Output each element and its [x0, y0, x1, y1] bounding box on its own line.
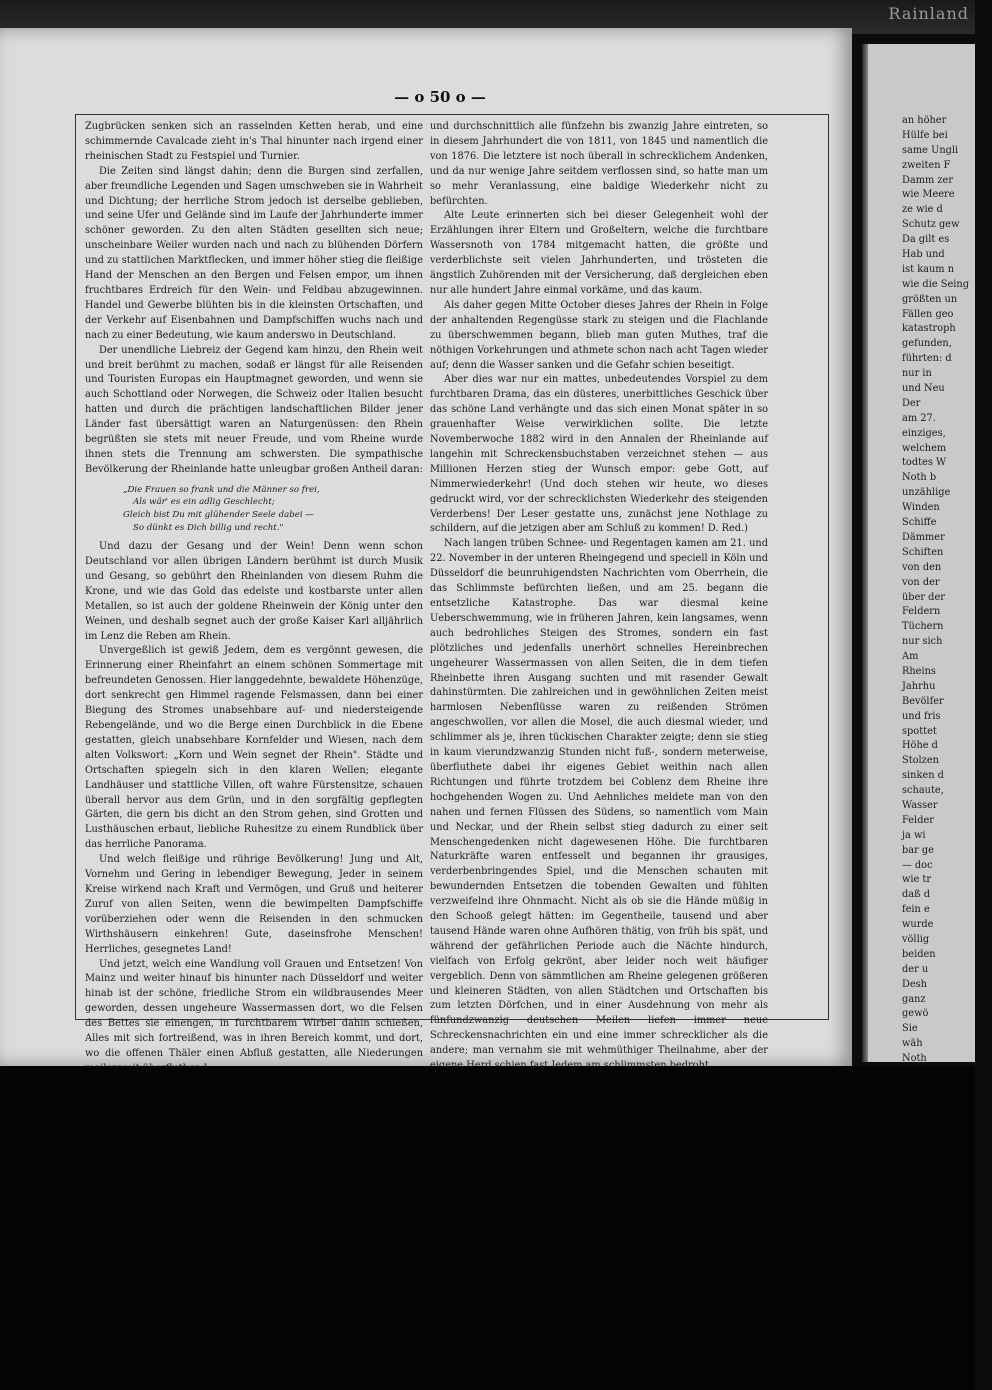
next-page-fragment-line: bar ge [902, 844, 934, 856]
next-page-fragment-line: Noth [902, 1053, 927, 1065]
next-page-fragment-line: Fällen geo [902, 308, 954, 320]
next-page-fragment-line: Schiffe [902, 517, 937, 529]
next-page-fragment-line: ze wie d [902, 204, 943, 216]
next-page-fragment-line: Sie [902, 1023, 918, 1035]
paragraph: Unvergeßlich ist gewiß Jedem, dem es vergönnt gewesen, die Erinnerung einer Rheinfahrt an einem schönen Sommertage mit befreundeten Genossen. Hier langgedehnte, bewaldete Höhenzüge, dort senkrecht gen Himmel ragende Felsmassen, dann bei einer Biegung des Stromes unabsehbare auf- und niedersteigende Rebengelände, und wo die Berge einen Durchblick in die Ebene gestatten, gleich unabsehbare Kornfelder und Wiesen, nach dem alten Volkswort: „Korn und Wein segnet der Rhein". Städte und Ortschaften spiegeln sich in den klaren Wellen; elegante Landhäuser und stattliche Villen, oft wahre Fürstensitze, schauen überall hervor aus dem Grün, und in den sorgfältig gepflegten Gärten, die gern bis dicht an den Strom gehen, sind Grotten und Lusthäuschen erbaut, liebliche Ruhesitze zu einem Rundblick über das herrliche Panorama. [85, 645, 423, 851]
next-page-text-fragments [902, 114, 992, 1171]
page-sheet [0, 28, 852, 1066]
page-gutter [862, 44, 868, 1062]
next-page-fragment-line: spottet [902, 725, 937, 737]
next-page-fragment-line: Schutz gew [902, 219, 960, 231]
paragraph: Nach langen trüben Schnee- und Regentagen kamen am 21. und 22. November in der unteren Rheingegend und speciell in Köln und Düsseldorf die beunruhigendsten Nachrichten vom Oberrhein, die das Schlimmste befürchten ließen, und am 25. begann die entsetzliche Katastrophe. Das war diesmal keine Ueberschwemmung, wie in früheren Jahren, kein langsames, wenn auch bedrohliches Steigen des Stromes, sondern ein fast plötzliches und jedenfalls unerhört schnelles Hereinbrechen ungeheurer Wassermassen von allen Seiten, die in dem tiefen Rheinbette ihren Ausgang suchten und mit rasender Gewalt dahinstürmten. Die zahlreichen und in gewöhnlichen Zeiten meist harmlosen Nebenflüsse waren zu reißenden Strömen angeschwollen, vor allen die Mosel, die auch diesmal wieder, und schlimmer als je, ihren tückischen Charakter zeigte; denn sie stieg in kaum vierundzwanzig Stunden nicht fuß-, sondern meterweise, überfluthete dabei ihr eigenes Gebiet weithin nach allen Richtungen und führte trotzdem bei Coblenz dem Rheine ihre hochgehenden Wogen zu. Und Aehnliches meldete man von den nahen und fernen Flüssen des Südens, so namentlich vom Main und Neckar, und der Rhein selbst stieg dadurch zu einer seit Menschengedenken nicht dagewesenen Höhe. Die furchtbaren Naturkräfte waren entfesselt und begannen ihr grausiges, verderbenbringendes Spiel, und die Menschen schauten mit bewundernden Entsetzen die tobenden Gewalten und fühlten verzweifelnd ihre Ohnmacht. Nicht als ob sie die Hände müßig in den Schooß gelegt hätten: im Gegentheile, tausend und aber tausend Hände waren ohne Aufhören thätig, von früh bis spät, und während der gefährlichen Periode auch die Nächte hindurch, vielfach von Erfolg gekrönt, aber leider noch weit häufiger vergeblich. Denn von sämmtlichen am Rheine gelegenen größeren und kleineren Städten, von allen Städtchen und Ortschaften bis zum letzten Dörfchen, und in einer Ausdehnung von mehr als fünfundzwanzig deutschen Meilen liefen immer neue Schreckensnachrichten ein und eine immer schrecklicher als die andere; man vernahm sie mit wehmüthiger Theilnahme, aber der [430, 538, 768, 1057]
next-page-fragment-line: schaute, [902, 785, 944, 797]
next-page-fragment-line: Winden [902, 502, 940, 514]
next-page-fragment-line: völlig [902, 933, 930, 945]
next-page-fragment-line: ganz [902, 993, 926, 1005]
next-page-fragment-line: sinken d [902, 770, 944, 782]
next-page-fragment-line: Noth b [902, 472, 937, 484]
next-page-fragment-line: Feldern [902, 606, 941, 618]
next-page-fragment-line: fein e [902, 904, 930, 916]
poem-quote [123, 484, 423, 534]
next-page-fragment-line: beiden [902, 948, 936, 960]
paragraph: Und jetzt, welch eine Wandlung voll Grauen und Entsetzen! Von Mainz und weiter hinauf bis hinunter nach Düsseldorf und weiter hinab ist der schöne, friedliche Strom ein wildbrausendes Meer geworden, dessen ungeheure Wassermassen dort, wo die Felsen des Bettes sie einengen, in furchtbarem Wirbel dahin schießen, Alles mit sich fortreißend, was in ihren Bereich kommt, und dort, wo die offenen Thäler einen Abfluß gestatten, alle Niederungen [85, 958, 423, 1059]
next-page-fragment-line: Dämmer [902, 531, 945, 543]
paragraph: Und dazu der Gesang und der Wein! Denn wenn schon Deutschland vor allen übrigen Ländern berühmt ist durch Musik und Gesang, so gebührt den Rheinlanden von diesem Ruhm die Krone, und wie das Gold das edelste und kostbarste unter allen Metallen, so ist auch der goldene Rheinwein der König unter den Weinen, und deshalb segnet auch der große Kaiser Karl alljährlich im Lenz die Reben am Rhein. [85, 541, 423, 642]
next-page-fragment-line: zweiten F [902, 159, 951, 171]
poem-line: Gleich bist Du mit glühender Seele dabei — [123, 509, 314, 520]
next-page-fragment-line: Rheins [902, 665, 936, 677]
next-page-fragment-line: Höhe d [902, 740, 938, 752]
next-page-fragment-line: Wasser [902, 799, 938, 811]
next-page-fragment-line: führten: d [902, 353, 952, 365]
scanner-bottom-area [0, 1066, 975, 1390]
next-page-fragment-line: Hülfe bei [902, 129, 948, 141]
next-page-fragment-line: wurde [902, 919, 934, 931]
right-column [430, 120, 768, 1057]
next-page-fragment-line: gewö [902, 1008, 929, 1020]
next-page-fragment-line: Am [902, 651, 919, 663]
paragraph: Alte Leute erinnerten sich bei dieser Gelegenheit wohl der Erzählungen ihrer Eltern und Großeltern, welche die furchtbare Wassersnoth von 1784 mitgemacht hatten, die größte und verderblichste seit vielen Jahrhunderten, und trösteten die ängstlich Zuhörenden mit der Versicherung, daß dergleichen eben nur alle hundert Jahre einmal vorkäme, und das kaum. [430, 210, 768, 296]
paragraph: Der unendliche Liebreiz der Gegend kam hinzu, den Rhein weit und breit berühmt zu machen, sodaß er längst für alle Reisenden und Touristen Europas ein Hauptmagnet geworden, und wenn sie auch Schottland oder Norwegen, die Schweiz oder Italien besucht hatten und durch die prächtigen landschaftlichen Bilder jener Länder fast übersättigt waren an Naturgenüssen: den Rhein begrüßten sie stets mit neuer Freude, und vom Rheine wurde ihnen stets die Trennung am schwersten. Die sympathische Bevölkerung der Rheinlande hatte unleugbar großen Antheil daran: [85, 344, 423, 475]
next-page-fragment-line: Desh [902, 978, 927, 990]
next-page-fragment-line: Bevölfer [902, 695, 944, 707]
next-page-fragment-line: ist kaum n [902, 263, 955, 275]
paragraph: Zugbrücken senken sich an rasselnden Ketten herab, und eine schimmernde Cavalcade zieht in's Thal hinunter nach irgend einer rheinischen Stadt zu Festspiel und Turnier. [85, 121, 423, 162]
next-page-fragment-line: am 27. [902, 412, 936, 424]
next-page-edge [862, 44, 975, 1065]
next-page-fragment-line: todtes W [902, 457, 947, 469]
next-page-fragment-line: Schiften [902, 546, 944, 558]
next-page-fragment-line: der u [902, 963, 929, 975]
next-page-fragment-line: Felder [902, 814, 934, 826]
page-number: — o 50 o — [394, 88, 486, 106]
next-page-fragment-line: unzählige [902, 487, 951, 499]
next-page-fragment-line: und Neu [902, 383, 945, 395]
next-page-fragment-line: von der [902, 576, 940, 588]
left-column [85, 120, 423, 1059]
next-page-fragment-line: größten un [902, 293, 958, 305]
poem-line: „Die Frauen so frank und die Männer so frei, [123, 484, 320, 495]
next-page-fragment-line: wie die Seing [902, 278, 969, 290]
page-number-value: 50 [429, 88, 451, 106]
next-page-fragment-line: — doc [902, 859, 933, 871]
next-page-fragment-line: nur in [902, 368, 932, 380]
paragraph: Als daher gegen Mitte October dieses Jahres der Rhein in Folge der anhaltenden Regengüsse stark zu steigen und die Flachlande zu überschwemmen begann, blieb man guten Muthes, traf die nöthigen Vorkehrungen und athmete schon nach acht Tagen wieder auf; denn die Wasser sanken und die Gefahr schien beseitigt. [430, 299, 768, 371]
next-page-fragment-line: einziges, [902, 427, 946, 439]
next-page-fragment-line: an höher [902, 115, 947, 126]
next-page-fragment-line: gefunden, [902, 338, 952, 350]
poem-line: So dünkt es Dich billig und recht." [133, 522, 284, 533]
next-page-fragment-line: Stolzen [902, 755, 939, 767]
next-page-fragment-line: über der [902, 591, 945, 603]
next-page-fragment-line: welchem [902, 442, 947, 454]
next-page-fragment-line: Damm zer [902, 174, 954, 186]
next-page-fragment-line: Jahrhu [902, 680, 936, 692]
next-page-fragment-line: Der [902, 397, 921, 409]
next-page-fragment-line: nur sich [902, 636, 943, 648]
next-page-fragment-line: katastroph [902, 323, 956, 335]
next-page-fragment-line: ja wi [902, 829, 926, 841]
next-page-fragment-line: wie Meere [902, 189, 955, 201]
next-page-fragment-line: daß d [902, 889, 931, 901]
next-page-fragment-line: von den [902, 561, 942, 573]
poem-line: Als wär' es ein adlig Geschlecht; [133, 497, 275, 508]
top-edge-label: Rainland [888, 4, 969, 23]
next-page-fragment-line: Hab und [902, 249, 945, 261]
next-page-fragment-line: wie tr [902, 874, 932, 886]
next-page-fragment-line: und fris [902, 710, 941, 722]
paragraph: und durchschnittlich alle fünfzehn bis zwanzig Jahre eintreten, so in diesem Jahrhundert die von 1811, von 1845 und namentlich die von 1876. Die letztere ist noch überall in schrecklichem Andenken, und da nur wenige Jahre seitdem verflossen sind, so hatte man um so mehr Veranlassung, eine baldige Wiederkehr nicht zu befürchten. [430, 121, 768, 207]
paragraph: Die Zeiten sind längst dahin; denn die Burgen sind zerfallen, aber freundliche Legenden und Sagen umschweben sie in Wahrheit und Dichtung; der herrliche Strom jedoch ist derselbe geblieben, und seine Ufer und Gelände sind im Laufe der Jahrhunderte immer schöner geworden. Zu den alten Städten gesellten sich neue; unscheinbare Weiler wurden nach und nach zu blühenden Dörfern und zu stattlichen Marktflecken, und immer höher stieg die fleißige Hand der Menschen an den Bergen und Felsen empor, um ihnen fruchtbares Erdreich für den Wein- und Feldbau abzugewinnen. Handel und Gewerbe blühten bis in die kleinsten Ortschaften, und der Verkehr auf Eisenbahnen und Dampfschiffen wuchs nach und nach zu einer Bedeutung, wie kaum anderswo in Deutschland. [85, 165, 423, 341]
next-page-fragment-line: Tüchern [902, 621, 944, 633]
next-page-fragment-line: wäh [902, 1038, 923, 1050]
paragraph: Aber dies war nur ein mattes, unbedeutendes Vorspiel zu dem furchtbaren Drama, das ein düsteres, unerbittliches Geschick über das schöne Land verhängte und das sich einen Monat später in so grauenhafter Weise verwirklichen sollte. Die letzte Novemberwoche 1882 wird in den Annalen der Rheinlande auf langehin mit Schreckensbuchstaben verzeichnet stehen — aus Millionen Herzen stieg der Wunsch empor: gebe Gott, auf Nimmerwiederkehr! (Und doch stehen wir heute, wo dieses gedruckt wird, vor der schrecklichsten Wiederkehr des steigenden Verderbens! Der Leser gestatte uns, zunächst jene Nothlage zu schildern, auf die jetzigen aber am Schluß zu kommen! D. Red.) [430, 374, 768, 535]
paragraph: Und welch fleißige und rührige Bevölkerung! Jung und Alt, Vornehm und Gering in lebendiger Bewegung, Jeder in seinem Kreise wirkend nach Kraft und Vermögen, und Gruß und heiterer Zuruf von allen Seiten, wenn die bewimpelten Dampfschiffe vorüberziehen oder wenn die Reisenden in den schmucken Wirthshäusern einkehren! Gute, daseinsfrohe Menschen! Herrliches, gesegnetes Land! [85, 854, 423, 955]
next-page-fragment-line: same Ungli [902, 144, 959, 156]
next-page-fragment-line: Da gilt es [902, 234, 950, 246]
